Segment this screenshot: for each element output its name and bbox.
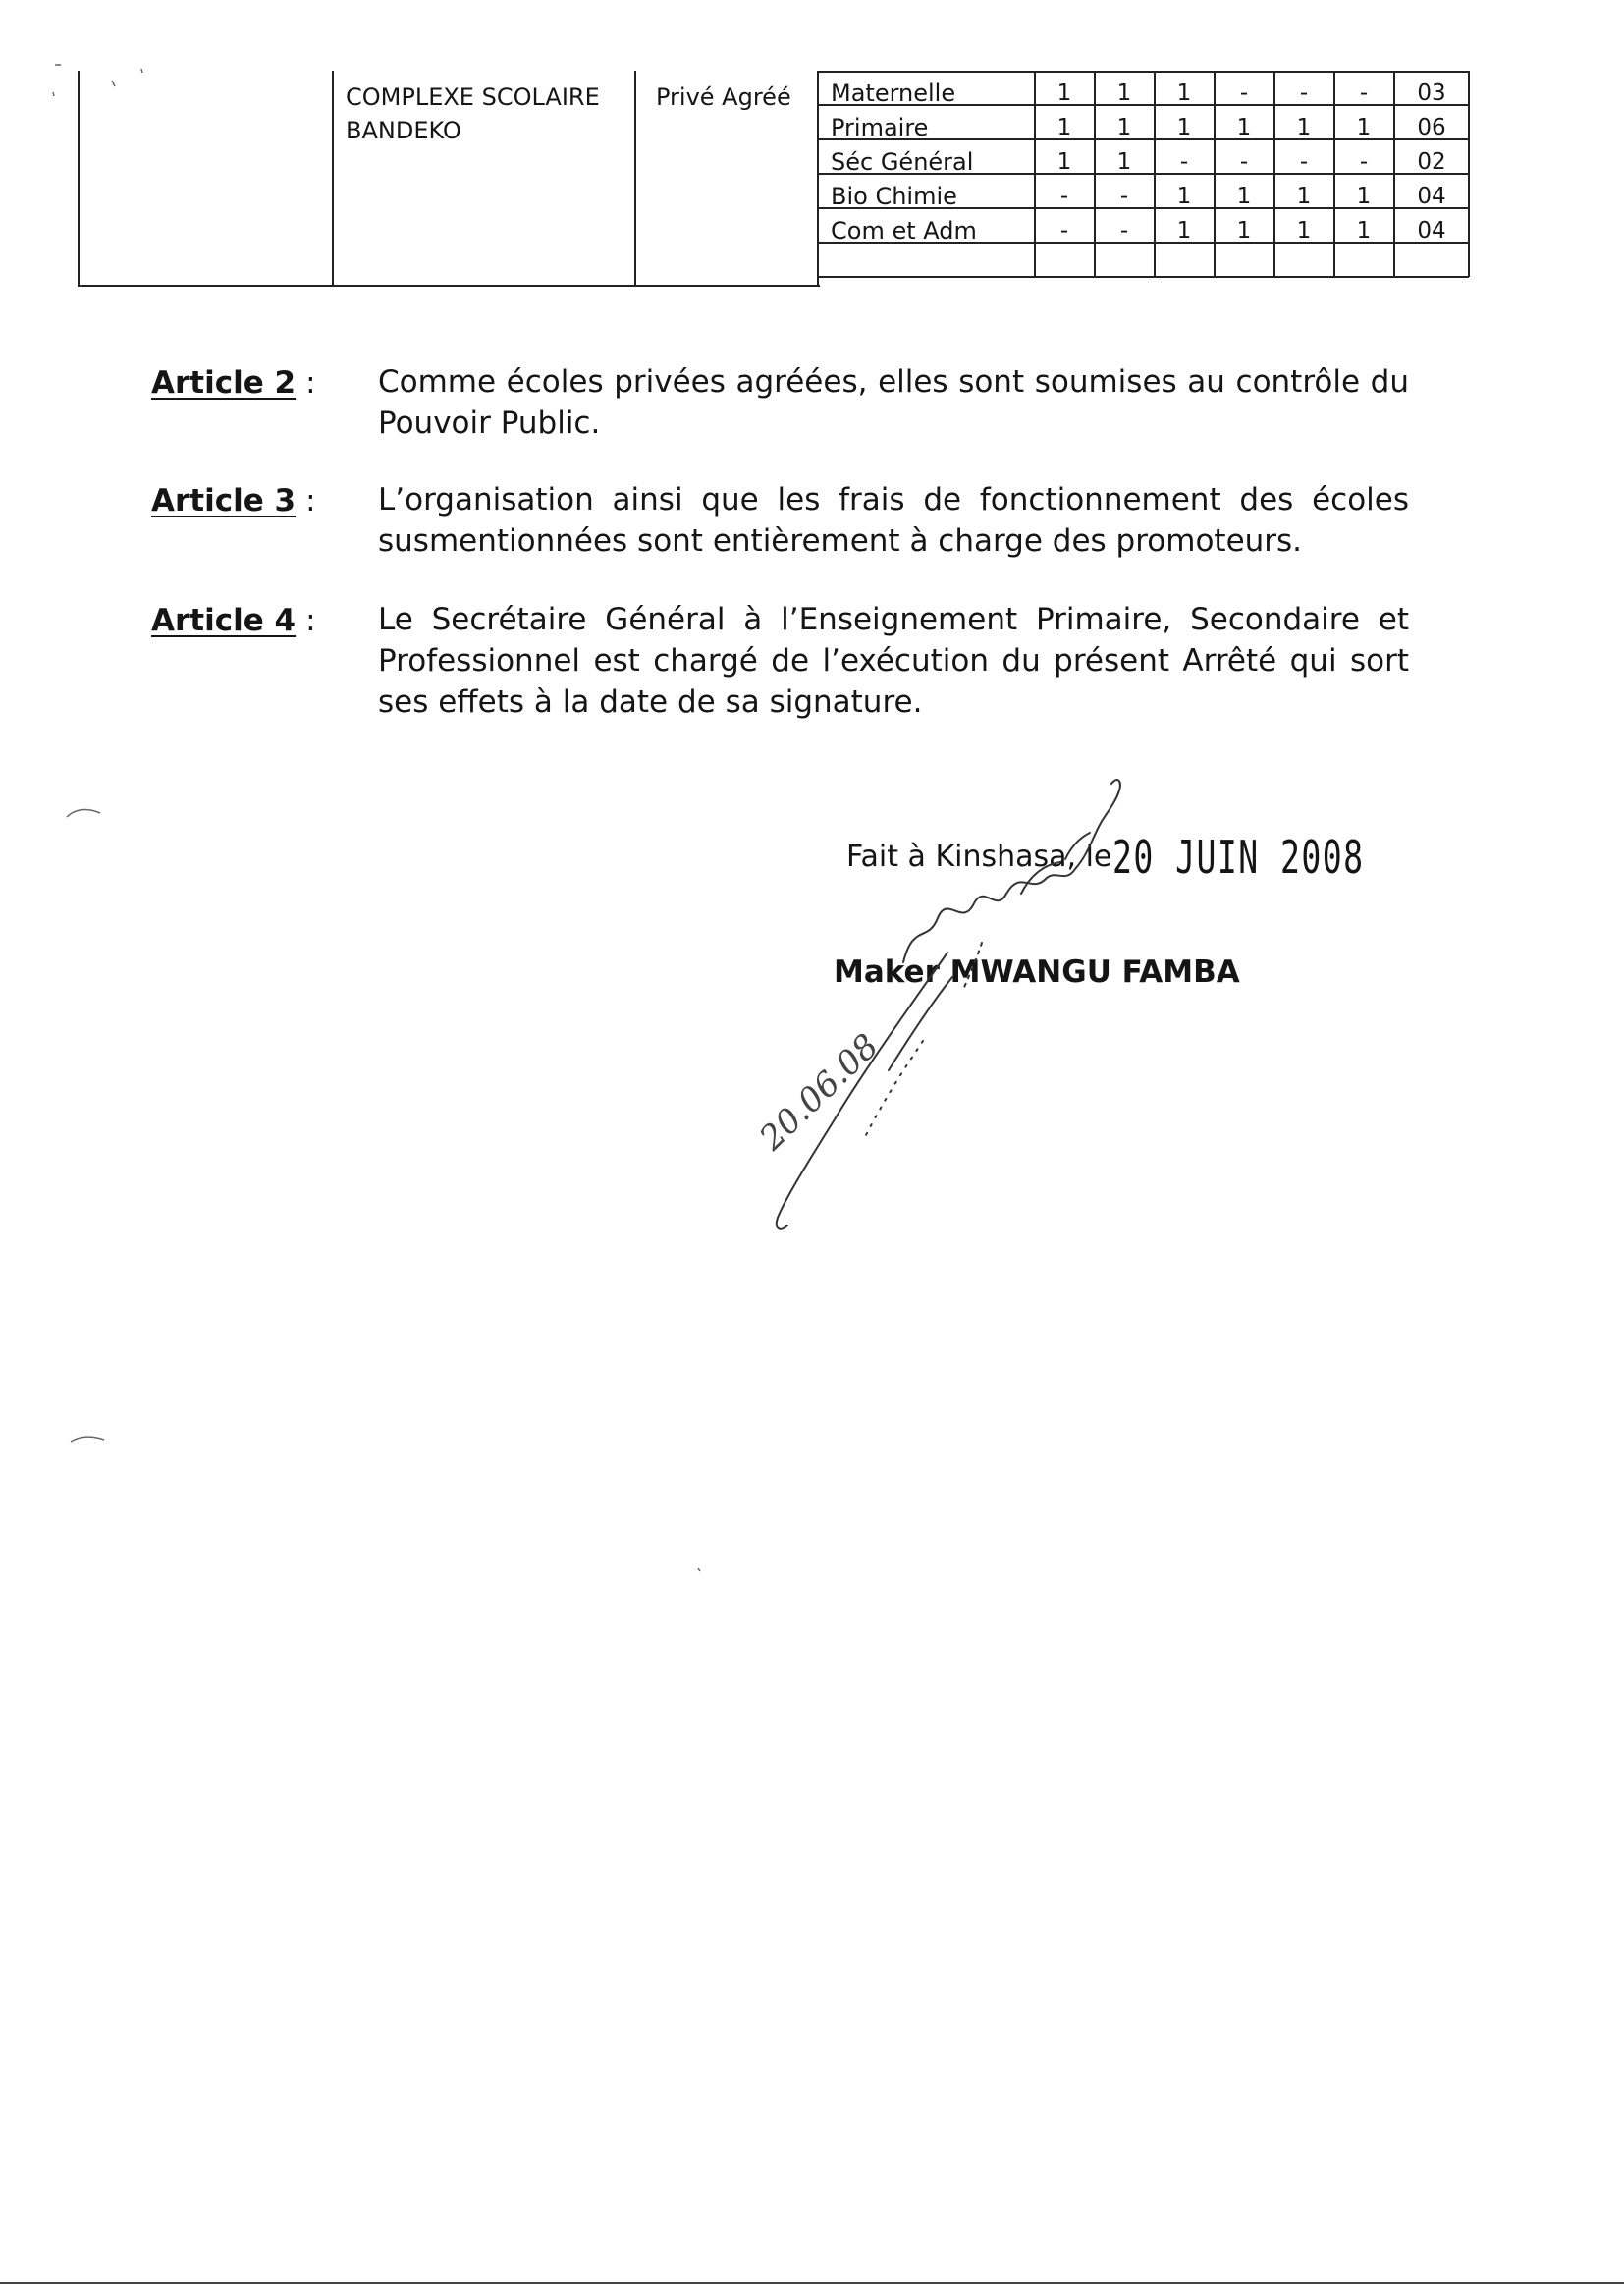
table-cell: 1: [1356, 115, 1372, 140]
scan-mark: [695, 1565, 705, 1575]
table-cell: -: [1239, 81, 1249, 106]
row-section-label: Primaire: [831, 114, 929, 141]
article-label: [151, 603, 316, 638]
table-cell: 1: [1116, 81, 1132, 106]
school-name-line2: BANDEKO: [346, 117, 461, 144]
table-cell: -: [1119, 218, 1129, 244]
table-cell: 1: [1356, 184, 1372, 209]
row-section-label: Maternelle: [831, 80, 956, 107]
table-cell: 1: [1176, 184, 1192, 209]
school-name-line1: COMPLEXE SCOLAIRE: [346, 83, 600, 111]
stamped-date: 20 JUIN 2008: [1112, 831, 1365, 884]
row-total: 02: [1417, 149, 1446, 175]
place-line: Fait à Kinshasa, le: [846, 840, 1112, 874]
table-cell: -: [1359, 81, 1369, 106]
table-cell: 1: [1176, 218, 1192, 244]
table-cell: 1: [1236, 115, 1252, 140]
row-total: 06: [1417, 115, 1446, 140]
table-cell: 1: [1296, 218, 1312, 244]
scan-mark: [65, 803, 104, 823]
table-cell: 1: [1176, 81, 1192, 106]
signatory-name: Maker MWANGU FAMBA: [834, 954, 1240, 990]
school-status: Privé Agréé: [656, 83, 791, 111]
article-number: Article 3: [151, 483, 297, 518]
table-cell: -: [1059, 218, 1069, 244]
article-text: L’organisation ainsi que les frais de fonctionnement des écoles susmentionnées sont entièrement à charge des promoteurs.: [378, 482, 1409, 559]
article-label: [151, 365, 316, 401]
table-cell: -: [1299, 81, 1309, 106]
article-text: Comme écoles privées agréées, elles sont soumises au contrôle du Pouvoir Public.: [378, 364, 1409, 441]
table-cell: -: [1179, 149, 1189, 175]
table-cell: 1: [1356, 218, 1372, 244]
table-cell: 1: [1296, 115, 1312, 140]
table-cell: 1: [1116, 115, 1132, 140]
table-cell: 1: [1056, 149, 1072, 175]
row-total: 03: [1417, 81, 1446, 106]
article-label: [151, 483, 316, 518]
row-total: 04: [1417, 218, 1446, 244]
table-cell: -: [1239, 149, 1249, 175]
article-colon: :: [305, 483, 316, 518]
handwritten-signature: [727, 746, 1237, 1257]
scan-mark: [69, 1430, 108, 1449]
table-cell: -: [1119, 184, 1129, 209]
table-cell: 1: [1236, 218, 1252, 244]
table-cell: 1: [1236, 184, 1252, 209]
row-total: 04: [1417, 184, 1446, 209]
article-number: Article 4: [151, 603, 297, 638]
scan-mark: [51, 61, 159, 100]
table-cell: 1: [1176, 115, 1192, 140]
table-cell: -: [1059, 184, 1069, 209]
page-bottom-rule: [0, 2282, 1624, 2284]
row-section-label: Bio Chimie: [831, 183, 957, 210]
article-text: Le Secrétaire Général à l’Enseignement Primaire, Secondaire et Professionnel est chargé de l’exécution du présent Arrêté qui sort ses effets à la date de sa signature.: [378, 602, 1409, 720]
row-section-label: Com et Adm: [831, 217, 977, 245]
handwritten-date: 20.06.08: [752, 1026, 887, 1159]
article-number: Article 2: [151, 365, 297, 401]
table-cell: 1: [1056, 115, 1072, 140]
table-cell: -: [1299, 149, 1309, 175]
table-cell: 1: [1296, 184, 1312, 209]
table-cell: 1: [1056, 81, 1072, 106]
table-cell: -: [1359, 149, 1369, 175]
table-cell: 1: [1116, 149, 1132, 175]
article-colon: :: [305, 365, 316, 401]
row-section-label: Séc Général: [831, 148, 974, 176]
article-colon: :: [305, 603, 316, 638]
